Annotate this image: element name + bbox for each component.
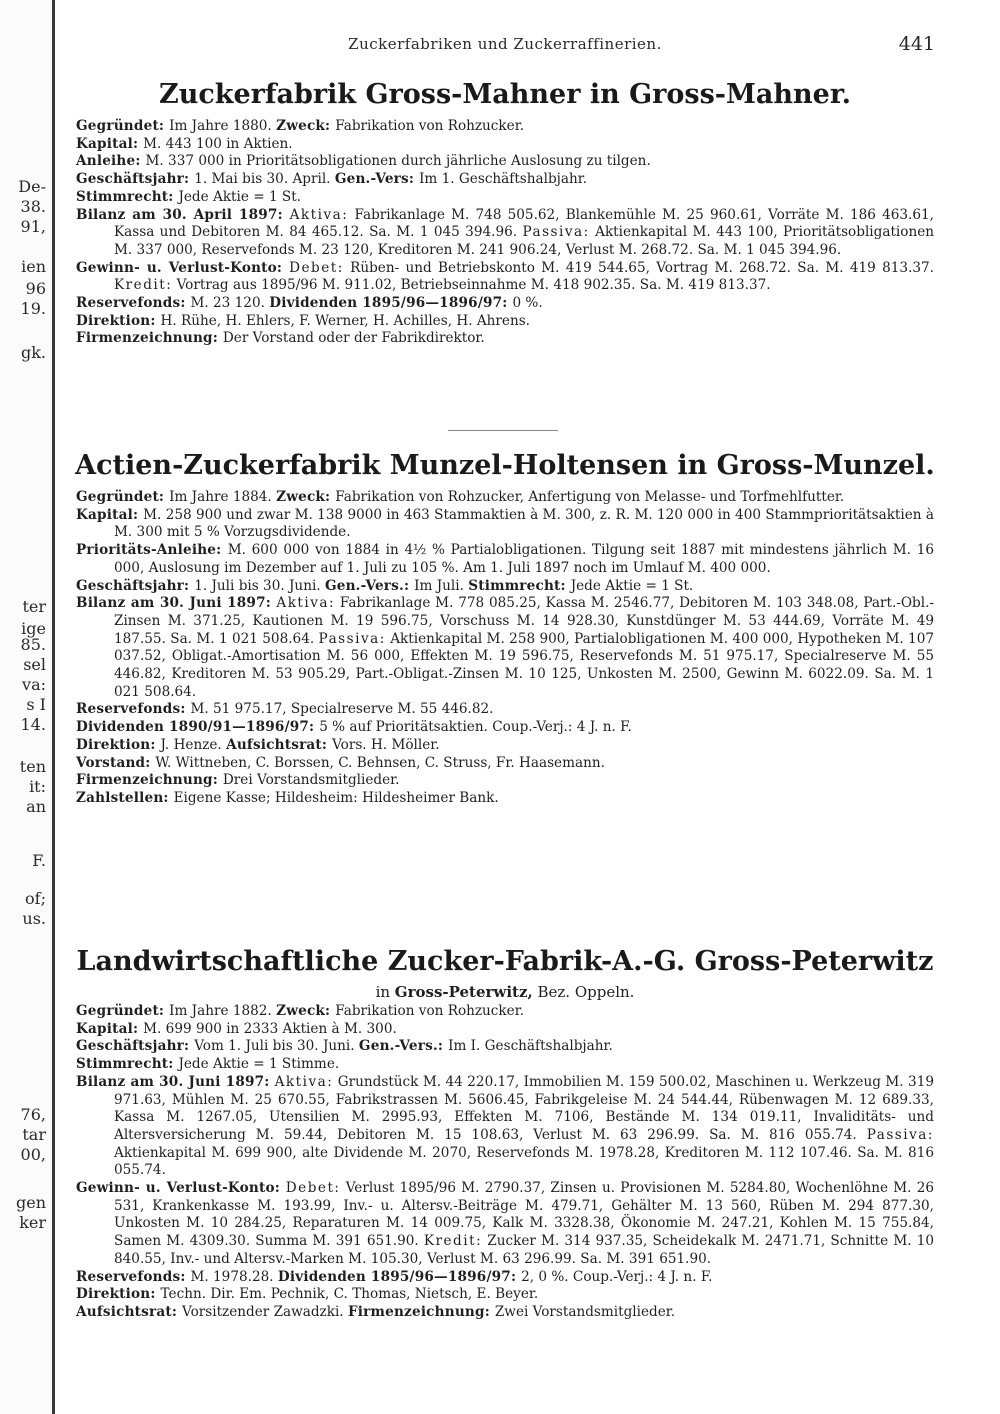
margin-fragment: 96 [25,280,46,298]
entry-label: Kapital: [76,1020,144,1037]
entry-label: Stimmrecht: [468,577,571,594]
entry-label: Direktion: [76,736,161,753]
margin-fragment: ige [21,620,46,638]
entry-label: Geschäftsjahr: [76,577,195,594]
entry-label: Firmenzeichnung: [76,330,223,347]
entry-label: Zweck: [276,489,336,505]
ledger-heading: Aktiva: [276,595,336,612]
entry-text: 2, 0 %. Coup.-Verj.: 4 J. n. F. [521,1268,713,1285]
entry-text: Aktienkapital M. 258 900, Partialobligationen M. 400 000, Hypotheken M. 107 037.52, Obligat.-Amortisation M. 56 000, Effekten M. 19 596.75, Reservefonds M. 51 975.17, Specialreserve M. 55 446.82, Kreditoren M. 53 905.29, Part.-Obligat.-Zinsen M. 10 125, Unkosten M. 2500, Gewinn M. 6022.09. Sa. M. 1 021 508.64. [114,630,934,700]
ledger-heading: Debet: [289,259,344,276]
entry-text: 1. Mai bis 30. April. [194,171,335,188]
entry-line [76,755,934,773]
entry-label: Direktion: [76,312,161,329]
entry-line [76,189,934,207]
entry-label: Gegründet: [76,118,170,134]
margin-fragment: 91, [20,218,46,236]
margin-fragment: 00, [20,1146,46,1164]
entry-text: Aktienkapital M. 699 900, alte Dividende M. 2070, Reservefonds M. 1978.28, Kreditoren M. 112 107.46. Sa. M. 816 055.74. [114,1144,934,1179]
entry-label: Gewinn- u. Verlust-Konto: [76,259,290,276]
entry-line [76,136,934,154]
entry-label: Reservefonds: [76,1268,191,1285]
entry-line [76,737,934,755]
margin-fragment: ter [22,598,46,616]
entry-label: Kapital: [76,506,144,523]
entry-label: Direktion: [76,1286,161,1303]
location-prefix: in [375,983,395,1001]
entry-text: Fabrikanlage M. 778 085.25, Kassa M. 2546.77, Debitoren M. 103 348.08, Part.-Obl.-Zinsen M. 371.25, Kautionen M. 19 596.75, Vorschuss M. 14 928.30, Kunstdünger M. 53 444.69, Vorräte M. 49 187.55. Sa. M. 1 021 508.64. [114,595,935,647]
entry-text: Verlust 1895/96 M. 2790.37, Zinsen u. Provisionen M. 5284.80, Wochenlöhne M. 26 531, Krankenkasse M. 193.99, Inv.- u. Altersv.-Beiträge M. 479.71, Gehälter M. 13 560, Rüben M. 294 877.30, Unkosten M. 10 284.25, Reparaturen M. 14 009.75, Kalk M. 3328.38, Ökonomie M. 247.21, Kohlen M. 15 755.84, Samen M. 4309.30. Summa M. 391 651.90. [114,1180,934,1250]
margin-fragment: 76, [20,1106,46,1124]
ledger-heading: Passiva: [866,1126,934,1143]
entry-line [76,1286,934,1304]
entry-text: 0 %. [512,295,543,312]
entry-label: Bilanz am 30. Juni 1897: [76,1073,275,1090]
entry-label: Dividenden 1890/91—1896/97: [76,719,320,736]
entry-line [76,489,934,507]
entry-text: Der Vorstand oder der Fabrikdirektor. [222,330,485,347]
entry-text: M. 51 975.17, Specialreserve M. 55 446.82. [190,701,494,718]
entry-text: M. 258 900 und zwar M. 138 9000 in 463 Stammaktien à M. 300, z. R. M. 120 000 in 400 Stammprioritätsaktien à M. 300 mit 5 % Vorzugsdividende. [114,506,934,541]
entry-label: Stimmrecht: [76,188,179,205]
margin-fragment: tar [22,1126,46,1144]
entry-line [76,1003,934,1021]
entry-text: Zucker M. 314 937.35, Scheidekalk M. 2471.71, Schnitte M. 10 840.55, Inv.- und Altersv.-Marken M. 105.30, Verlust M. 63 296.99. Sa. M. 391 651.90. [114,1233,934,1267]
entry-label: Zweck: [276,118,336,134]
location-name: Gross-Peterwitz, [394,983,533,1001]
margin-fragment: us. [22,910,46,928]
entry-line [76,1269,934,1287]
entry-line [76,171,934,189]
entry-line [76,207,934,260]
page-header [75,35,935,57]
entry-text: 1. Juli bis 30. Juni. [194,577,325,594]
entry-line [76,295,934,313]
entry-text: Im I. Geschäftshalbjahr. [448,1038,613,1055]
entry-text: Fabrikation von Rohzucker. [335,1003,525,1019]
entry-label: Gen.-Vers.: [358,1038,449,1055]
entry-label: Gegründet: [76,489,170,505]
margin-fragment: sel [23,656,46,674]
margin-fragment: F. [32,852,46,870]
ledger-heading: Aktiva: [289,206,349,223]
entry-text: Fabrikanlage M. 748 505.62, Blankemühle M. 25 960.61, Vorräte M. 186 463.61, Kassa und Debitoren M. 84 465.12. Sa. M. 1 045 394.96. [114,206,935,241]
entry-line [76,701,934,719]
entry-label: Dividenden 1895/96—1896/97: [277,1268,522,1285]
entry-label: Firmenzeichnung: [76,772,223,789]
entry-line [76,1021,934,1039]
ledger-heading: Passiva: [318,630,386,647]
company-title-gross-mahner: Zuckerfabrik Gross-Mahner in Gross-Mahner. [159,79,851,110]
entry-text: M. 699 900 in 2333 Aktien à M. 300. [143,1020,397,1037]
entry-label: Gegründet: [76,1003,170,1019]
entry-text: Vortrag aus 1895/96 M. 911.02, Betriebseinnahme M. 418 902.35. Sa. M. 419 813.37. [172,277,771,294]
entry-text: M. 443 100 in Aktien. [143,135,293,152]
entry-label: Gen.-Vers: [334,171,420,188]
entry-text: Jede Aktie = 1 Stimme. [178,1056,340,1073]
entry-label: Vorstand: [76,754,156,771]
margin-fragment: va: [22,676,46,694]
entry-label: Kapital: [76,135,144,152]
entry-text: Fabrikation von Rohzucker, Anfertigung von Melasse- und Torfmehlfutter. [335,489,845,505]
margin-fragment: 14. [20,716,46,734]
entry-label: Firmenzeichnung: [347,1303,495,1320]
ledger-heading: Passiva: [522,224,590,241]
entry-text: H. Rühe, H. Ehlers, F. Werner, H. Achilles, H. Ahrens. [160,312,531,329]
entry-text: Im 1. Geschäftshalbjahr. [419,171,588,188]
entry-label: Gen.-Vers.: [324,577,415,594]
entry-label: Aufsichtsrat: [226,736,333,753]
ledger-heading: Aktiva: [274,1073,334,1090]
entry-label: Bilanz am 30. April 1897: [76,206,290,223]
entry-label: Anleihe: [76,153,146,170]
company-title-munzel-holtensen: Actien-Zuckerfabrik Munzel-Holtensen in Gross-Munzel. [75,450,935,481]
entry-line [76,330,934,348]
entry-line [76,1038,934,1056]
entry-text: M. 23 120. [190,295,270,312]
entry-line [76,153,934,171]
entry-label: Reservefonds: [76,701,191,718]
entry-text: Im Jahre 1880. [169,118,277,134]
entry-label: Aufsichtsrat: [76,1303,182,1320]
entry-label: Reservefonds: [76,295,191,312]
entry-text: Jede Aktie = 1 St. [570,577,694,594]
margin-fragment: De- [18,178,46,196]
margin-fragment: gk. [20,344,46,362]
entry-text: M. 337 000 in Prioritätsobligationen durch jährliche Auslosung zu tilgen. [145,153,651,170]
entry-text: Grundstück M. 44 220.17, Immobilien M. 159 500.02, Maschinen u. Werkzeug M. 319 971.63, Mühlen M. 25 670.55, Fabrikstrassen M. 5606.45, Fabrikgeleise M. 24 544.44, Rübenwagen M. 12 689.33, Kassa M. 1267.05, Utensilien M. 2995.93, Effekten M. 7106, Bestände M. 134 019.11, Invaliditäts- und Altersversicherung M. 59.44, Debitoren M. 15 108.63, Verlust M. 63 296.99. Sa. M. 816 055.74. [114,1073,934,1143]
entry-line [76,772,934,790]
location-suffix: Bez. Oppeln. [532,983,635,1001]
company-entries-gross-mahner [76,118,934,348]
entry-line [76,118,934,136]
entry-label: Gewinn- u. Verlust-Konto: [76,1180,286,1197]
entry-text: Zwei Vorstandsmitglieder. [494,1303,676,1320]
entry-line [76,1304,934,1322]
entry-line [76,1074,934,1180]
margin-fragment: 19. [20,300,46,318]
margin-fragment: ien [21,258,46,276]
entry-text: Vors. H. Möller. [332,736,440,753]
company-title-gross-peterwitz: Landwirtschaftliche Zucker-Fabrik-A.-G. Gross-Peterwitz [76,946,934,977]
entry-line [76,507,934,542]
entry-text: Techn. Dir. Em. Pechnik, C. Thomas, Nietsch, E. Beyer. [160,1286,539,1303]
entry-text: Im Jahre 1882. [169,1003,277,1019]
entry-text: Eigene Kasse; Hildesheim: Hildesheimer Bank. [173,789,499,806]
entry-text: Aktienkapital M. 443 100, Prioritätsobligationen M. 337 000, Reservefonds M. 23 120, Kreditoren M. 241 906.24, Verlust M. 268.72. Sa. M. 1 045 394.96. [114,224,934,258]
entry-text: 5 % auf Prioritätsaktien. Coup.-Verj.: 4 J. n. F. [319,719,632,736]
margin-fragment: ker [19,1214,46,1232]
margin-fragment: s I [26,696,46,714]
entry-text: Rüben- und Betriebskonto M. 419 544.65, Vortrag M. 268.72. Sa. M. 419 813.37. [343,259,935,276]
entry-label: Dividenden 1895/96—1896/97: [269,295,513,312]
entry-text: Im Juli. [414,577,469,594]
margin-fragment: 85. [20,636,46,654]
entry-line [76,260,934,295]
entry-label: Stimmrecht: [76,1056,179,1073]
margin-fragment: 38. [20,198,46,216]
entry-text: Jede Aktie = 1 St. [178,188,302,205]
entry-line [76,1180,934,1269]
entry-text: Vorsitzender Zawadzki. [182,1303,348,1320]
company-entries-gross-peterwitz [76,1003,934,1322]
margin-fragment: an [26,798,46,816]
entry-line [76,595,934,701]
ledger-heading: Debet: [285,1180,341,1197]
margin-fragment: gen [15,1194,46,1212]
company-entries-munzel-holtensen [76,489,934,808]
entry-label: Geschäftsjahr: [76,1038,195,1055]
entry-label: Zweck: [276,1003,336,1019]
running-head: Zuckerfabriken und Zuckerraffinerien. [348,35,662,53]
company-location [75,982,935,1002]
ledger-heading: Kredit: [423,1233,483,1250]
entry-label: Bilanz am 30. Juni 1897: [76,595,277,612]
entry-text: Fabrikation von Rohzucker. [335,118,525,134]
entry-line [76,790,934,808]
ledger-heading: Kredit: [114,277,173,294]
entry-label: Prioritäts-Anleihe: [76,542,228,559]
entry-text: Vom 1. Juli bis 30. Juni. [194,1038,359,1055]
entry-text: W. Wittneben, C. Borssen, C. Behnsen, C. Struss, Fr. Haasemann. [155,754,605,771]
margin-fragment: ten [19,758,46,776]
margin-fragment: of; [25,890,46,908]
entry-text: M. 600 000 von 1884 in 4½ % Partialobligationen. Tilgung seit 1887 mit mindestens jährlich M. 16 000, Auslosung im Dezember auf 1. Juli zu 105 %. Am 1. Juli 1897 noch im Umlauf M. 400 000. [114,542,935,576]
entry-text: J. Henze. [160,736,227,753]
entry-line [76,313,934,331]
entry-text: Drei Vorstandsmitglieder. [222,772,400,789]
entry-label: Zahlstellen: [76,789,174,806]
entry-line [76,578,934,596]
entry-label: Geschäftsjahr: [76,171,195,188]
page-number: 441 [898,33,935,55]
entry-line [76,719,934,737]
margin-fragment: it: [29,778,46,796]
entry-line [76,1056,934,1074]
section-divider [448,430,558,431]
entry-text: M. 1978.28. [190,1268,278,1285]
entry-text: Im Jahre 1884. [169,489,277,505]
entry-line [76,542,934,577]
